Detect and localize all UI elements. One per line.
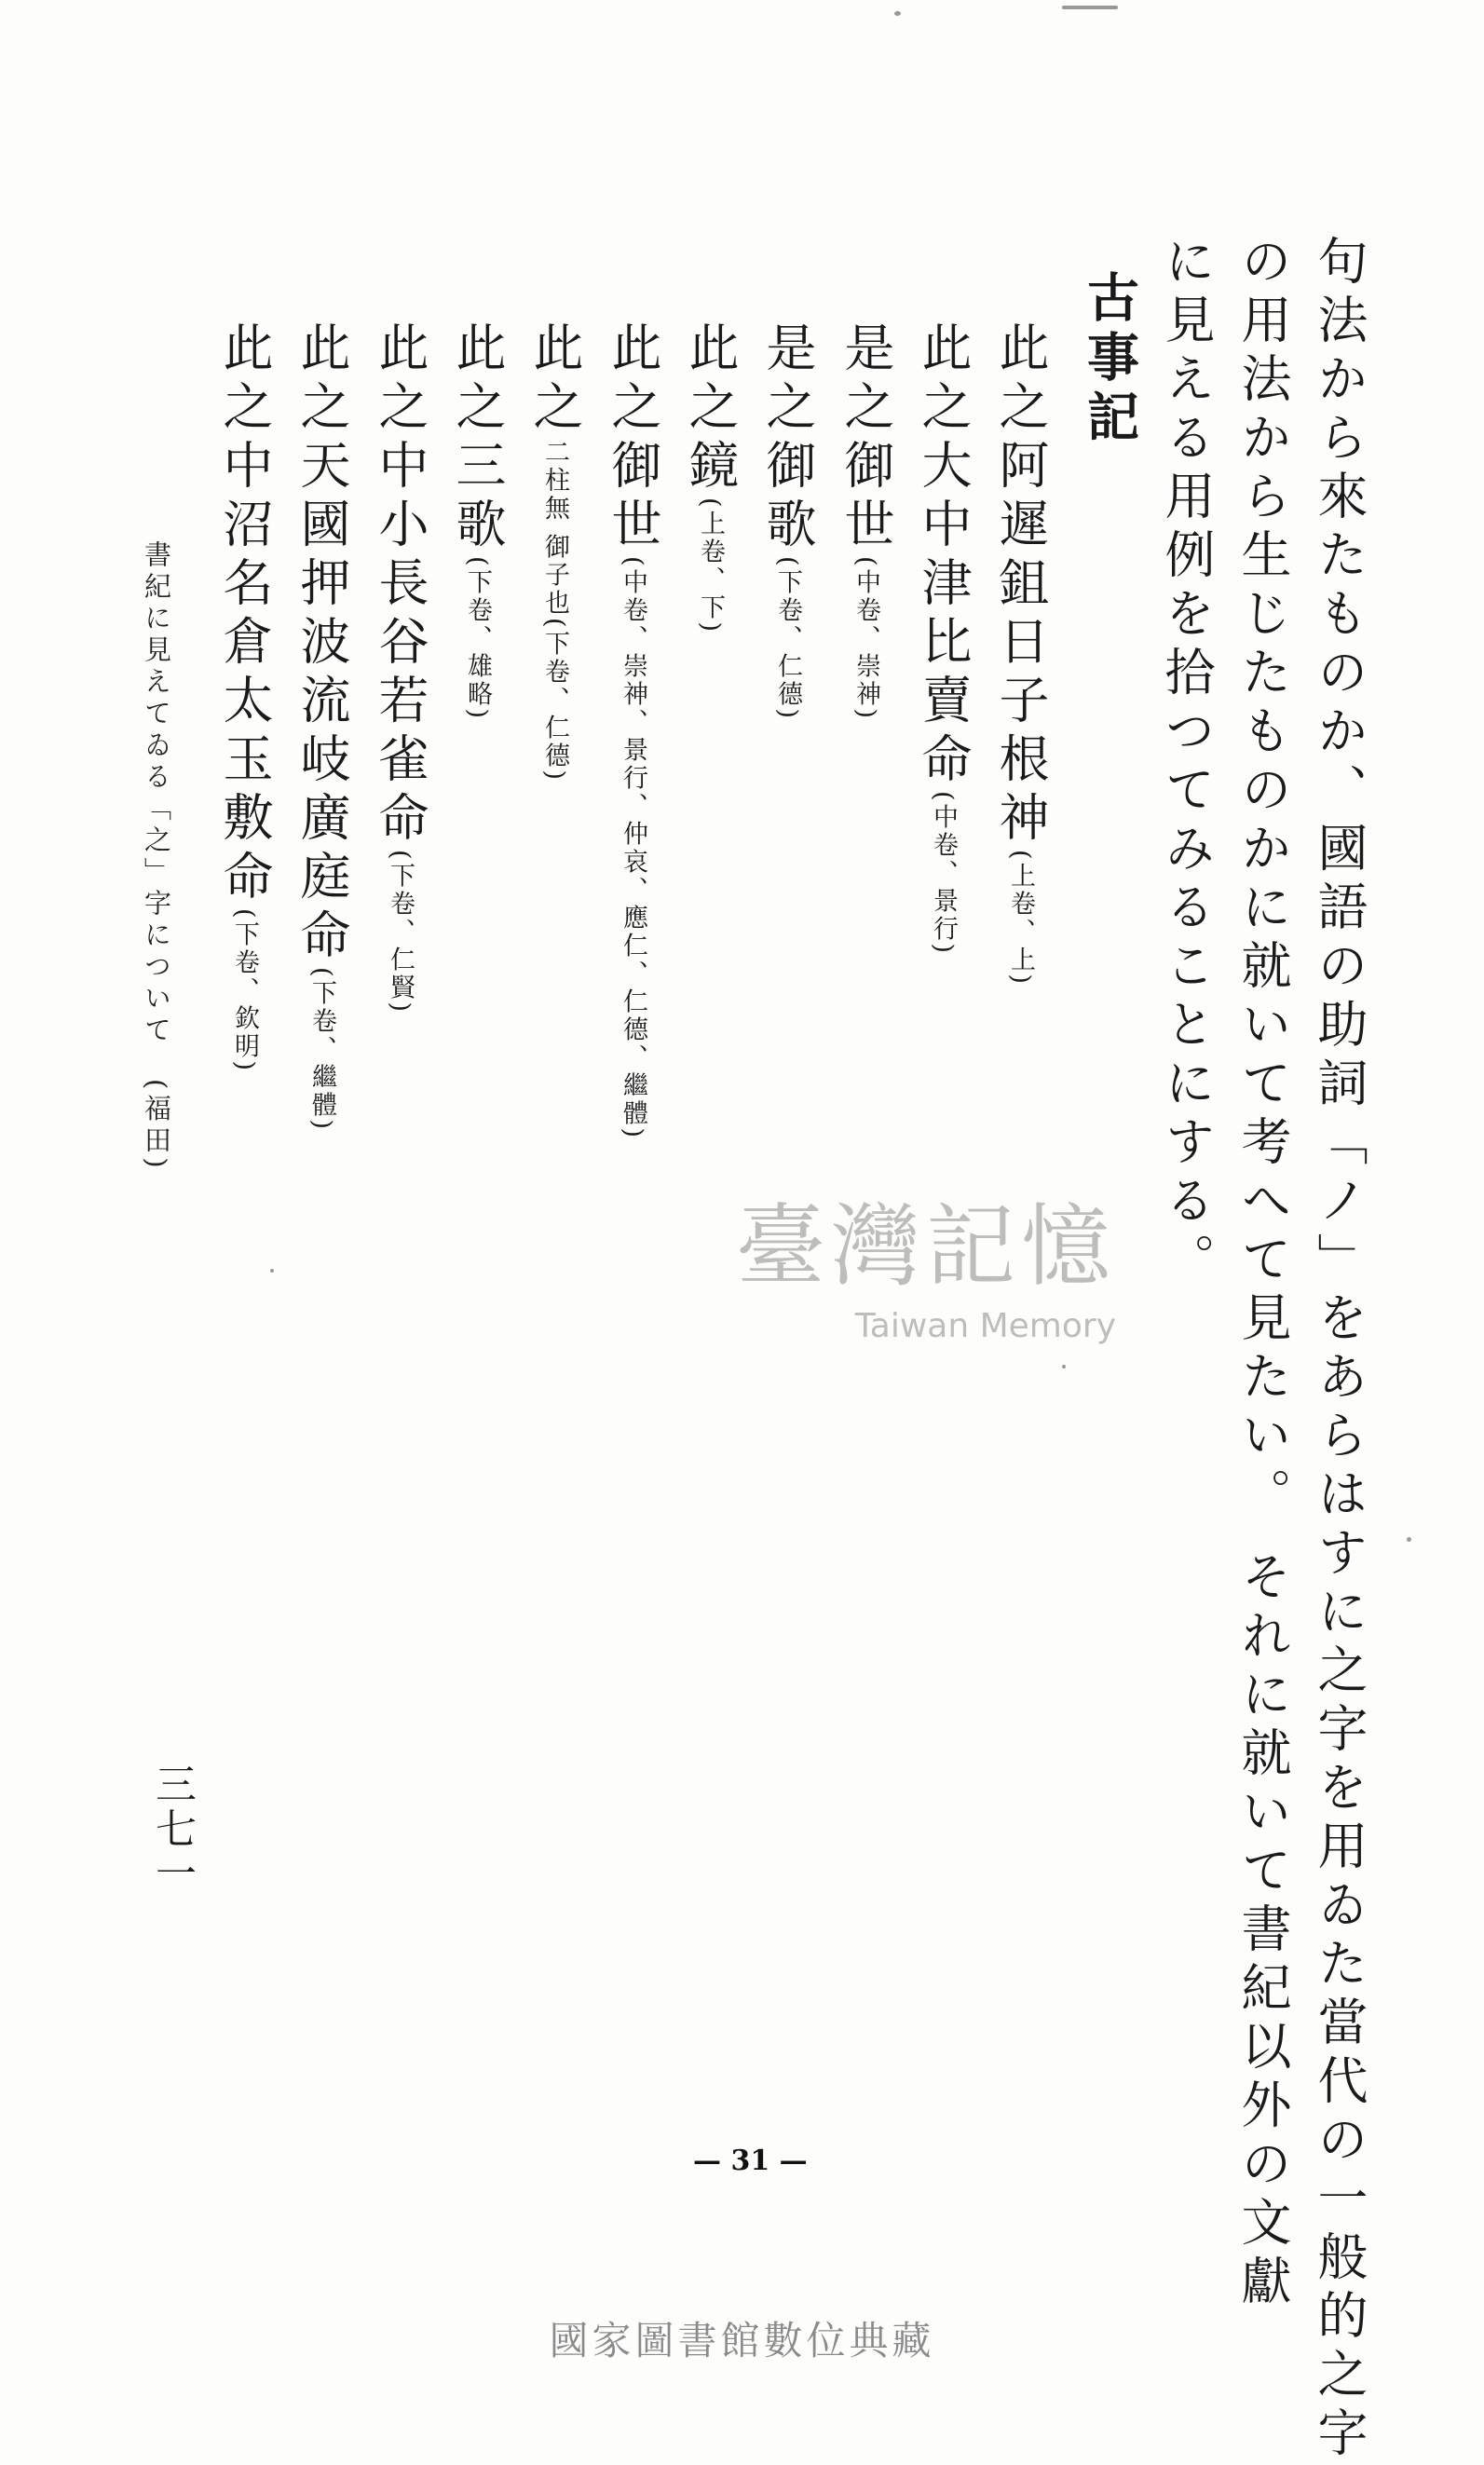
body-line-2: の用法から生じたものかに就いて考へて見たい。 それに就いて書紀以外の文獻 bbox=[1233, 235, 1292, 2314]
watermark-chinese: 臺灣記憶 bbox=[736, 1194, 1116, 1299]
example-entry-9: 此之中小長谷若雀命(下卷、仁賢) bbox=[371, 321, 429, 1015]
example-entry-3: 是之御世(中卷、崇神) bbox=[837, 321, 895, 722]
example-entry-8: 此之三歌(下卷、雄略) bbox=[448, 321, 507, 722]
example-entry-6: 此之御世(中卷、崇神、景行、仲哀、應仁、仁德、繼體) bbox=[604, 321, 662, 1141]
example-entry-2: 此之大中津比賣命(中卷、景行) bbox=[914, 321, 973, 957]
scan-speck bbox=[270, 1269, 274, 1273]
example-entry-7: 此之二柱無 御子也(下卷、仁德) bbox=[525, 321, 584, 783]
running-title: 書紀に見えてゐる「之」字について (福田) bbox=[141, 540, 172, 1173]
scan-speck bbox=[1062, 1365, 1066, 1369]
page-number: — 31 — bbox=[693, 2145, 808, 2177]
watermark-english: Taiwan Memory bbox=[854, 1307, 1116, 1345]
scan-speck bbox=[1062, 6, 1118, 9]
example-entry-1: 此之阿遲鉏日子根神(上卷、上) bbox=[991, 321, 1050, 987]
kanji-page-number: 三七一 bbox=[148, 1763, 196, 1897]
watermark bbox=[736, 1176, 1116, 1345]
example-entry-4: 是之御歌(下卷、仁德) bbox=[758, 321, 817, 722]
scan-speck bbox=[894, 11, 901, 16]
scan-speck bbox=[1407, 1537, 1411, 1542]
body-line-1: 句法から來たものか、國語の助詞「ノ」をあらはすに之字を用ゐた當代の一般的之字 bbox=[1310, 235, 1368, 2465]
section-heading: 古事記 bbox=[1079, 270, 1139, 449]
example-entry-11: 此之中沼名倉太玉敷命(下卷、欽明) bbox=[215, 321, 274, 1074]
library-footer: 國家圖書館數位典藏 bbox=[549, 2318, 935, 2363]
example-entry-10: 此之天國押波流岐廣庭命(下卷、繼體) bbox=[293, 321, 351, 1133]
body-line-3: に見える用例を拾つてみることにする。 bbox=[1157, 235, 1216, 1291]
example-entry-5: 此之鏡(上卷、下) bbox=[681, 321, 740, 635]
